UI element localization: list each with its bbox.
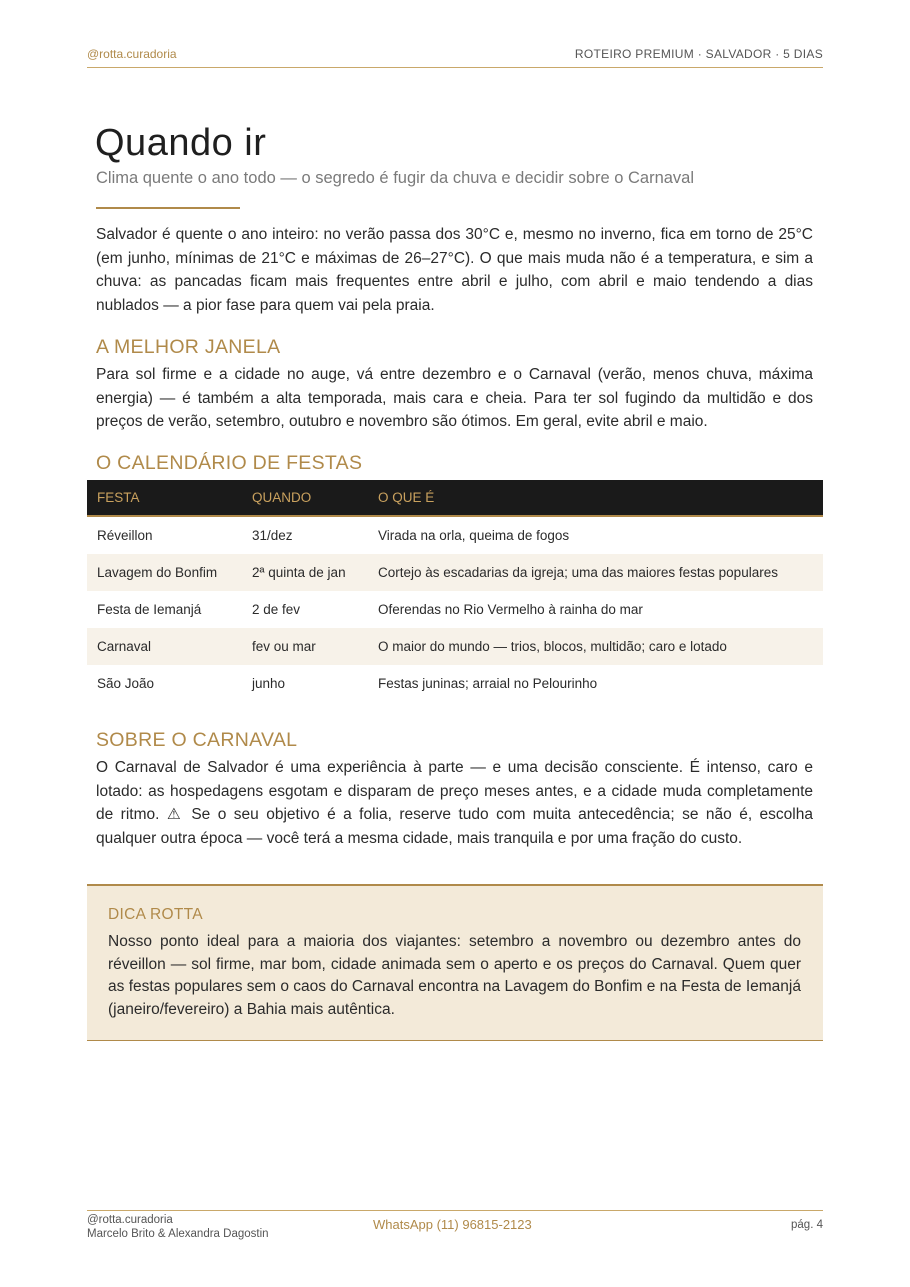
table-row [87, 591, 823, 628]
title-divider [96, 207, 240, 209]
cell-quando: junho [252, 676, 286, 691]
cell-descricao: Virada na orla, queima de fogos [378, 528, 570, 543]
tip-text: Nosso ponto ideal para a maioria dos viajantes: setembro a novembro ou dezembro antes do réveillon — sol firme, mar bom, cidade animada sem o aperto e os preços do Carnaval. Quem quer as festas populares sem o caos do Carnaval encontra na Lavagem do Bonfim e na Festa de Iemanjá (janeiro/fevereiro) a Bahia mais autêntica. [108, 933, 801, 1018]
page-header [87, 45, 823, 68]
cell-festa: Réveillon [97, 528, 153, 543]
footer-authors: Marcelo Brito & Alexandra Dagostin [87, 1228, 269, 1240]
section-heading-calendario: O CALENDÁRIO DE FESTAS [96, 452, 363, 474]
page-footer [87, 1210, 823, 1251]
tip-title: DICA ROTTA [108, 906, 203, 923]
cell-quando: 31/dez [252, 528, 293, 543]
table-row [87, 665, 823, 702]
page-subtitle: Clima quente o ano todo — o segredo é fugir da chuva e decidir sobre o Carnaval [96, 169, 695, 187]
cell-quando: 2 de fev [252, 602, 301, 617]
column-header-quando: QUANDO [242, 480, 368, 516]
table-header-row [87, 480, 823, 516]
column-header-o-que-e: O QUE É [368, 480, 823, 516]
section-heading-carnaval: SOBRE O CARNAVAL [96, 729, 298, 751]
column-header-festa: FESTA [87, 480, 242, 516]
footer-whatsapp-contact: WhatsApp (11) 96815-2123 [373, 1217, 532, 1232]
festivals-table [87, 480, 823, 702]
cell-festa: Lavagem do Bonfim [87, 554, 242, 591]
cell-descricao: Festas juninas; arraial no Pelourinho [378, 676, 598, 691]
table-row [87, 628, 823, 665]
cell-descricao: Cortejo às escadarias da igreja; uma das maiores festas populares [368, 554, 823, 591]
cell-descricao: O maior do mundo — trios, blocos, multidão; caro e lotado [368, 628, 823, 665]
tip-callout [87, 884, 823, 1041]
intro-paragraph: Salvador é quente o ano inteiro: no verão passa dos 30°C e, mesmo no inverno, fica em torno de 25°C (em junho, mínimas de 21°C e máximas de 26–27°C). O que mais muda não é a temperatura, e sim a chuva: as pancadas ficam mais frequentes entre abril e julho, com abril e maio tendendo a dias nublados — a pior fase para quem vai pela praia. [96, 226, 813, 314]
cell-festa: Carnaval [87, 628, 242, 665]
cell-quando: fev ou mar [242, 628, 368, 665]
section-heading-janela: A MELHOR JANELA [96, 336, 281, 358]
footer-credits [87, 1213, 269, 1241]
footer-brand: @rotta.curadoria [87, 1214, 173, 1226]
header-document-title: ROTEIRO PREMIUM · SALVADOR · 5 DIAS [574, 47, 823, 61]
cell-descricao: Oferendas no Rio Vermelho à rainha do mar [378, 602, 643, 617]
page-number: pág. 4 [791, 1219, 823, 1231]
header-brand: @rotta.curadoria [87, 47, 177, 61]
page-title: Quando ir [95, 122, 267, 164]
cell-festa: São João [97, 676, 155, 691]
carnaval-paragraph: O Carnaval de Salvador é uma experiência à parte — e uma decisão consciente. É intenso, caro e lotado: as hospedagens esgotam e disparam de preço meses antes, e a cidade muda completamente de ritmo. ⚠ Se o seu objetivo é a folia, reserve tudo com muita antecedência; se não é, escolha qualquer outra época — você terá a mesma cidade, mais tranquila e por uma fração do custo. [96, 759, 813, 847]
cell-festa: Festa de Iemanjá [97, 602, 202, 617]
janela-paragraph: Para sol firme e a cidade no auge, vá entre dezembro e o Carnaval (verão, menos chuva, máxima energia) — é também a alta temporada, mais cara e cheia. Para ter sol fugindo da multidão e dos preços de verão, setembro, outubro e novembro são ótimos. Em geral, evite abril e maio. [96, 366, 813, 430]
table-row [87, 516, 823, 554]
cell-quando: 2ª quinta de jan [242, 554, 368, 591]
table-row [87, 554, 823, 591]
